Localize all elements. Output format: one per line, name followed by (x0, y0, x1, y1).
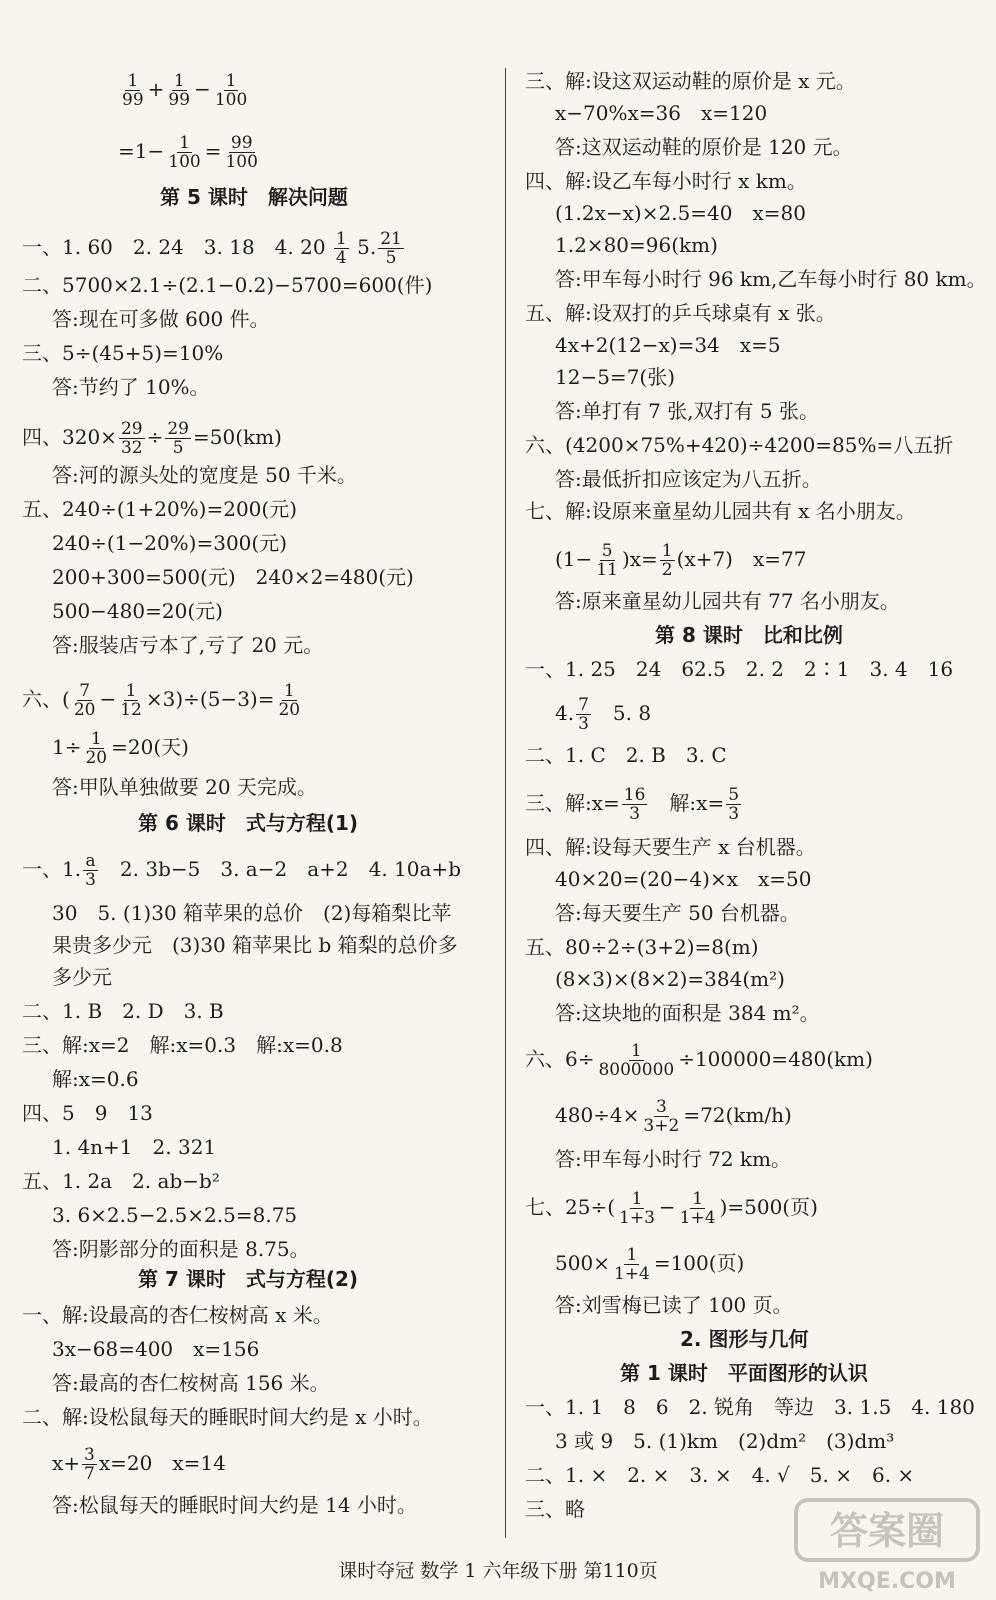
answer-line: 1.2×80=96(km) (555, 233, 718, 257)
calc-line-2: =1− $\frac{1}{100}$ = $\frac{99}{100}$ (118, 133, 258, 172)
fraction: $\frac{7}{3}$ (578, 695, 589, 734)
section-heading-6: 第 6 课时 式与方程(1) (138, 811, 359, 835)
answer-line: 30 5. (1)30 箱苹果的总价 (2)每箱梨比苹 (52, 901, 452, 925)
answer-line: 240÷(1−20%)=300(元) (52, 531, 288, 555)
answer-line: 答:这双运动鞋的原价是 120 元。 (555, 135, 853, 159)
answer-line: 六、6÷ $\frac{1}{8000000}$ ÷100000=480(km) (525, 1041, 873, 1080)
column-divider (505, 68, 506, 1538)
answer-line: 六、( $\frac{7}{20}$ − $\frac{1}{12}$ ×3)÷(5−3)= $\frac{1}{20}$ (22, 681, 301, 720)
answer-line: 答:这块地的面积是 384 m²。 (555, 1001, 820, 1025)
section-heading-5: 第 5 课时 解决问题 (160, 185, 348, 209)
answer-line: 三、解:x= $\frac{16}{3}$ 解:x= $\frac{5}{3}$ (525, 785, 740, 824)
answer-line: 答:每天要生产 50 台机器。 (555, 901, 800, 925)
fraction: $\frac{3}{3+2}$ (643, 1097, 680, 1136)
answer-line: 四、5 9 13 (22, 1101, 153, 1125)
answer-line: 答:阴影部分的面积是 8.75。 (52, 1237, 310, 1261)
answer-line: 五、解:设双打的乒乓球桌有 x 张。 (525, 301, 836, 325)
answer-line: 答:原来童星幼儿园共有 77 名小朋友。 (555, 589, 900, 613)
answer-line: 40×20=(20−4)×x x=50 (555, 867, 812, 891)
answer-line: 1. 4n+1 2. 321 (52, 1135, 217, 1159)
fraction: $\frac{7}{20}$ (73, 681, 96, 720)
answer-line: (8×3)×(8×2)=384(m²) (555, 967, 785, 991)
answer-line: 四、320× $\frac{29}{32}$ ÷ $\frac{29}{5}$ =50(km) (22, 419, 282, 458)
answer-line: 答:服装店亏本了,亏了 20 元。 (52, 633, 324, 657)
fraction: $\frac{5}{3}$ (728, 785, 740, 824)
fraction: $\frac{1}{20}$ (278, 681, 301, 720)
fraction: $\frac{29}{32}$ (120, 419, 143, 458)
answer-line: x−70%x=36 x=120 (555, 101, 768, 125)
fraction: $\frac{21}{5}$ (380, 229, 402, 268)
answer-line: (1.2x−x)×2.5=40 x=80 (555, 201, 806, 225)
answer-line: 答:甲车每小时行 96 km,乙车每小时行 80 km。 (555, 267, 987, 291)
fraction: $\frac{1}{99}$ (168, 71, 191, 110)
fraction: $\frac{1}{1+3}$ (619, 1189, 655, 1228)
answer-line: 七、解:设原来童星幼儿园共有 x 名小朋友。 (525, 499, 916, 523)
answer-line: 四、解:设每天要生产 x 台机器。 (525, 835, 816, 859)
answer-line: 答:松鼠每天的睡眠时间大约是 14 小时。 (52, 1493, 417, 1517)
unit-heading: 2. 图形与几何 (680, 1327, 809, 1351)
answer-line: 三、略 (525, 1497, 585, 1521)
answer-line: 二、5700×2.1÷(2.1−0.2)−5700=600(件) (22, 273, 433, 297)
answer-line: 答:河的源头处的宽度是 50 千米。 (52, 463, 357, 487)
watermark-url: MXQE.COM (818, 1569, 956, 1594)
answer-line: 3. 6×2.5−2.5×2.5=8.75 (52, 1203, 298, 1227)
answer-line: 五、240÷(1+20%)=200(元) (22, 497, 298, 521)
answer-line: 四、解:设乙车每小时行 x km。 (525, 169, 807, 193)
answer-line: 一、1. 60 2. 24 3. 18 4. 20 $\frac{1}{4}$ 5. $\frac{21}{5}$ (22, 229, 402, 268)
fraction: $\frac{1}{99}$ (122, 71, 144, 110)
section-heading-7: 第 7 课时 式与方程(2) (138, 1267, 359, 1291)
answer-line: 二、1. × 2. × 3. × 4. √ 5. × 6. × (525, 1463, 915, 1487)
answer-line: 解:x=0.6 (52, 1067, 139, 1091)
answer-line: 答:节约了 10%。 (52, 375, 210, 399)
answer-line: 二、解:设松鼠每天的睡眠时间大约是 x 小时。 (22, 1405, 433, 1429)
answer-line: 多少元 (52, 965, 112, 989)
fraction: $\frac{29}{5}$ (167, 419, 189, 458)
answer-line: 三、解:x=2 解:x=0.3 解:x=0.8 (22, 1033, 343, 1057)
answer-line: 一、1. $\frac{a}{3}$ 2. 3b−5 3. a−2 a+2 4. 10a+b (22, 851, 461, 890)
answer-line: 500× $\frac{1}{1+4}$ =100(页) (555, 1245, 745, 1284)
answer-line: 三、解:设这双运动鞋的原价是 x 元。 (525, 69, 856, 93)
answer-line: 七、25÷( $\frac{1}{1+3}$ − $\frac{1}{1+4}$ )=500(页) (525, 1189, 818, 1228)
answer-line: 答:单打有 7 张,双打有 5 张。 (555, 399, 819, 423)
answer-line: 答:现在可多做 600 件。 (52, 307, 270, 331)
answer-line: 480÷4× $\frac{3}{3+2}$ =72(km/h) (555, 1097, 792, 1136)
answer-line: 一、1. 1 8 6 2. 锐角 等边 3. 1.5 4. 180 (525, 1395, 975, 1419)
fraction: $\frac{1}{100}$ (214, 71, 248, 110)
fraction: $\frac{99}{100}$ (225, 133, 258, 172)
answer-line: 六、(4200×75%+420)÷4200=85%=八五折 (525, 433, 954, 457)
answer-line: 4. $\frac{7}{3}$ 5. 8 (555, 695, 652, 734)
answer-line: 200+300=500(元) 240×2=480(元) (52, 565, 414, 589)
page-footer: 课时夺冠 数学 1 六年级下册 第110页 (338, 1560, 658, 1582)
section-heading-1: 第 1 课时 平面图形的认识 (620, 1361, 868, 1385)
answer-line: 答:刘雪梅已读了 100 页。 (555, 1293, 793, 1317)
answer-line: 二、1. C 2. B 3. C (525, 743, 727, 767)
section-heading-8: 第 8 课时 比和比例 (655, 623, 843, 647)
answer-line: 二、1. B 2. D 3. B (22, 999, 224, 1023)
answer-line: 三、5÷(45+5)=10% (22, 341, 224, 365)
answer-line: (1− $\frac{5}{11}$ )x= $\frac{1}{2}$ (x+7) x=77 (555, 541, 807, 580)
answer-line: 1÷ $\frac{1}{20}$ =20(天) (52, 729, 189, 768)
fraction: $\frac{16}{3}$ (623, 785, 646, 824)
answer-line: x+ $\frac{3}{7}$ x=20 x=14 (52, 1445, 226, 1484)
answer-line: 3x−68=400 x=156 (52, 1337, 260, 1361)
answer-line: 一、1. 25 24 62.5 2. 2 2∶1 3. 4 16 (525, 657, 954, 681)
answer-line: 答:甲车每小时行 72 km。 (555, 1147, 791, 1171)
answer-line: 一、解:设最高的杏仁桉树高 x 米。 (22, 1303, 333, 1327)
answer-line: 五、1. 2a 2. ab−b² (22, 1169, 220, 1193)
fraction: $\frac{5}{11}$ (596, 541, 618, 580)
answer-line: 答:最低折扣应该定为八五折。 (555, 467, 822, 491)
answer-line: 果贵多少元 (3)30 箱苹果比 b 箱梨的总价多 (52, 933, 458, 957)
fraction: $\frac{1}{1+4}$ (679, 1189, 716, 1228)
answer-line: 答:甲队单独做要 20 天完成。 (52, 775, 317, 799)
answer-line: 4x+2(12−x)=34 x=5 (555, 333, 781, 357)
fraction: $\frac{1}{1+4}$ (613, 1245, 650, 1284)
fraction: $\frac{1}{12}$ (120, 681, 142, 720)
fraction: $\frac{1}{2}$ (661, 541, 673, 580)
calc-line-1: $\frac{1}{99}$ + $\frac{1}{99}$ − $\frac{1}{100}$ (122, 71, 248, 110)
fraction: $\frac{a}{3}$ (85, 851, 96, 890)
answer-line: 12−5=7(张) (555, 365, 676, 389)
answer-line: 答:最高的杏仁桉树高 156 米。 (52, 1371, 330, 1395)
answer-line: 500−480=20(元) (52, 599, 223, 623)
answer-line: 五、80÷2÷(3+2)=8(m) (525, 935, 759, 959)
fraction: $\frac{1}{100}$ (168, 133, 201, 172)
fraction: $\frac{1}{20}$ (85, 729, 108, 768)
watermark-logo (792, 1496, 982, 1596)
fraction: $\frac{1}{8000000}$ (598, 1041, 675, 1080)
watermark-title: 答案圈 (829, 1509, 945, 1553)
answer-line: 3 或 9 5. (1)km (2)dm² (3)dm³ (555, 1429, 895, 1453)
fraction: $\frac{3}{7}$ (84, 1445, 95, 1484)
fraction: $\frac{1}{4}$ (335, 229, 347, 268)
